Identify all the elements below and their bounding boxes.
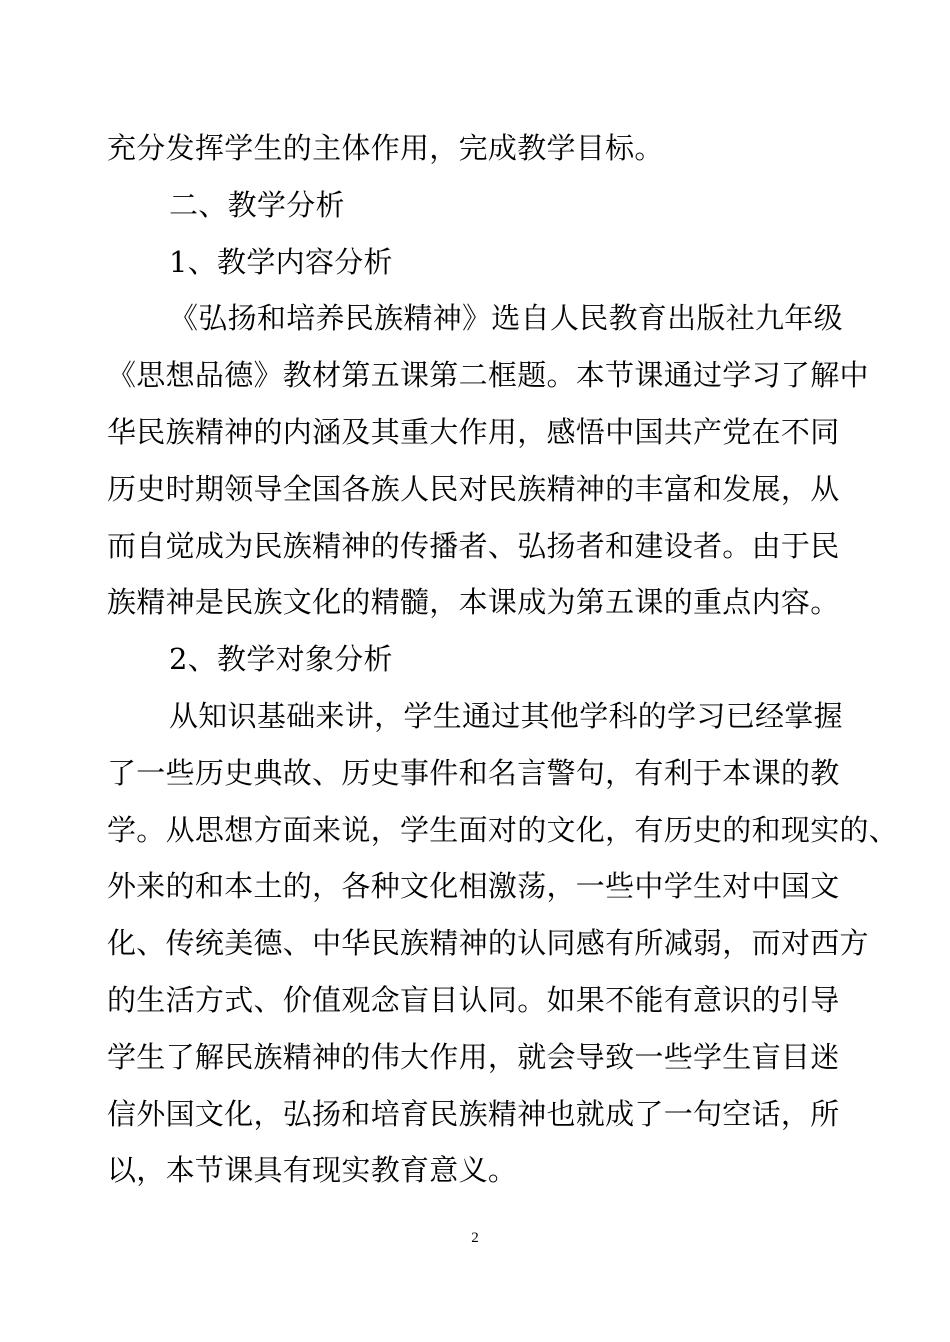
text-line: 以，本节课具有现实教育意义。 xyxy=(107,1153,518,1188)
text-line: 信外国文化，弘扬和培育民族精神也就成了一句空话，所 xyxy=(107,1096,840,1131)
text-line: 而自觉成为民族精神的传播者、弘扬者和建设者。由于民 xyxy=(107,528,840,563)
text-line: 充分发挥学生的主体作用，完成教学目标。 xyxy=(107,131,664,165)
text-line: 华民族精神的内涵及其重大作用，感悟中国共产党在不同 xyxy=(107,414,840,449)
text-line: 《思想品德》教材第五课第二框题。本节课通过学习了解中 xyxy=(107,358,869,393)
text-line: 从知识基础来讲，学生通过其他学科的学习已经掌握 xyxy=(169,698,843,733)
text-line: 化、传统美德、中华民族精神的认同感有所减弱，而对西方 xyxy=(107,926,869,961)
text-line: 《弘扬和培养民族精神》选自人民教育出版社九年级 xyxy=(169,301,843,336)
subheading-audience-analysis: 2、教学对象分析 xyxy=(169,642,393,677)
text-line: 历史时期领导全国各族人民对民族精神的丰富和发展，从 xyxy=(107,471,840,506)
section-heading-teaching-analysis: 二、教学分析 xyxy=(169,187,345,222)
text-line: 外来的和本土的，各种文化相激荡，一些中学生对中国文 xyxy=(107,869,840,904)
page-number: 2 xyxy=(471,1230,479,1246)
text-line: 的生活方式、价值观念盲目认同。如果不能有意识的引导 xyxy=(107,982,840,1017)
text-line: 了一些历史典故、历史事件和名言警句，有利于本课的教 xyxy=(107,755,840,790)
text-line: 族精神是民族文化的精髓，本课成为第五课的重点内容。 xyxy=(107,585,840,620)
text-line: 学。从思想方面来说，学生面对的文化，有历史的和现实的、 xyxy=(107,812,899,847)
text-line: 学生了解民族精神的伟大作用，就会导致一些学生盲目迷 xyxy=(107,1039,840,1074)
subheading-content-analysis: 1、教学内容分析 xyxy=(169,244,393,279)
document-body xyxy=(107,120,899,1199)
